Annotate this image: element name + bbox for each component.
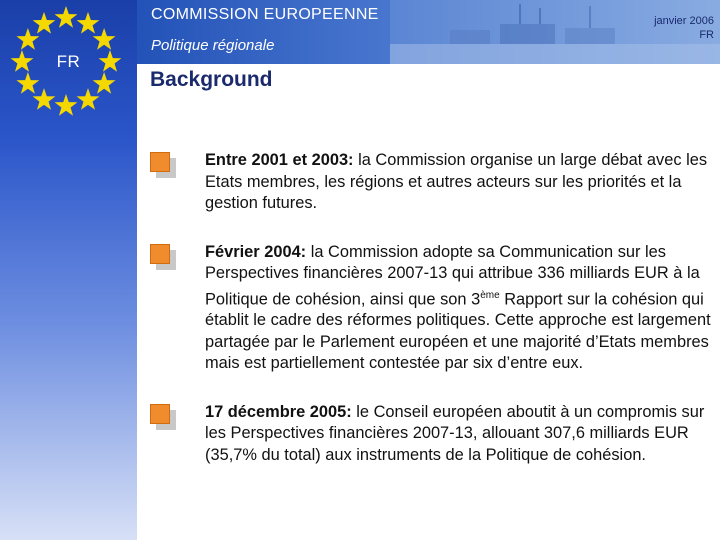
eu-star-icon: [77, 88, 100, 110]
bullet-text: le Conseil européen aboutit à un compromis sur les Perspectives financières 2007-13, allouant 307,6 milliards EUR (35,7% du total) aux instruments de la Politique de cohésion.: [205, 402, 705, 464]
bullet-lead: Entre 2001 et 2003:: [205, 151, 354, 169]
bullet-text: la Commission adopte sa Communication sur les Perspectives financières 2007-13 qui attribue 336 milliards EUR à la Politique de cohésion, ainsi que son 3: [205, 242, 700, 308]
header-date: janvier 2006: [654, 15, 714, 27]
slide-title: Background: [150, 68, 273, 91]
bullet-lead: Février 2004:: [205, 242, 307, 261]
department-subtitle: Politique régionale: [151, 37, 275, 54]
organization-title: COMMISSION EUROPEENNE: [151, 6, 379, 23]
bullet-text-continued: Rapport sur la cohésion qui établit le cadre des réformes politiques. Cette approche est largement partagée par le Parlement européen et une majorité d’Etats membres mais est partiellement contestée par six d’entre eux.: [205, 289, 711, 373]
square-bullet-icon: [150, 404, 176, 430]
flag-language-code: FR: [56, 52, 81, 71]
bullet-list: [150, 150, 716, 493]
bullet-item: [150, 402, 716, 467]
bullet-lead: 17 décembre 2005:: [205, 402, 352, 421]
eu-star-icon: [33, 88, 56, 110]
eu-star-icon: [77, 12, 100, 34]
square-bullet-icon: [150, 152, 176, 178]
eu-star-icon: [55, 6, 78, 28]
bullet-text: la Commission organise un large débat avec les Etats membres, les régions et autres acteurs sur les priorités et la gestion futures.: [205, 151, 708, 212]
eu-side-band: [0, 0, 137, 540]
eu-star-icon: [16, 72, 39, 94]
eu-star-icon: [93, 28, 116, 50]
header-banner: [137, 0, 720, 64]
eu-star-icon: [16, 28, 39, 50]
square-bullet-icon: [150, 244, 176, 270]
bullet-item: [150, 242, 716, 375]
header-meta: [654, 14, 714, 42]
eu-star-icon: [55, 94, 78, 116]
header-language: FR: [699, 29, 714, 41]
bullet-superscript: ème: [480, 289, 500, 301]
bullet-item: [150, 150, 716, 215]
eu-star-icon: [93, 72, 116, 94]
eu-star-icon: [33, 12, 56, 34]
